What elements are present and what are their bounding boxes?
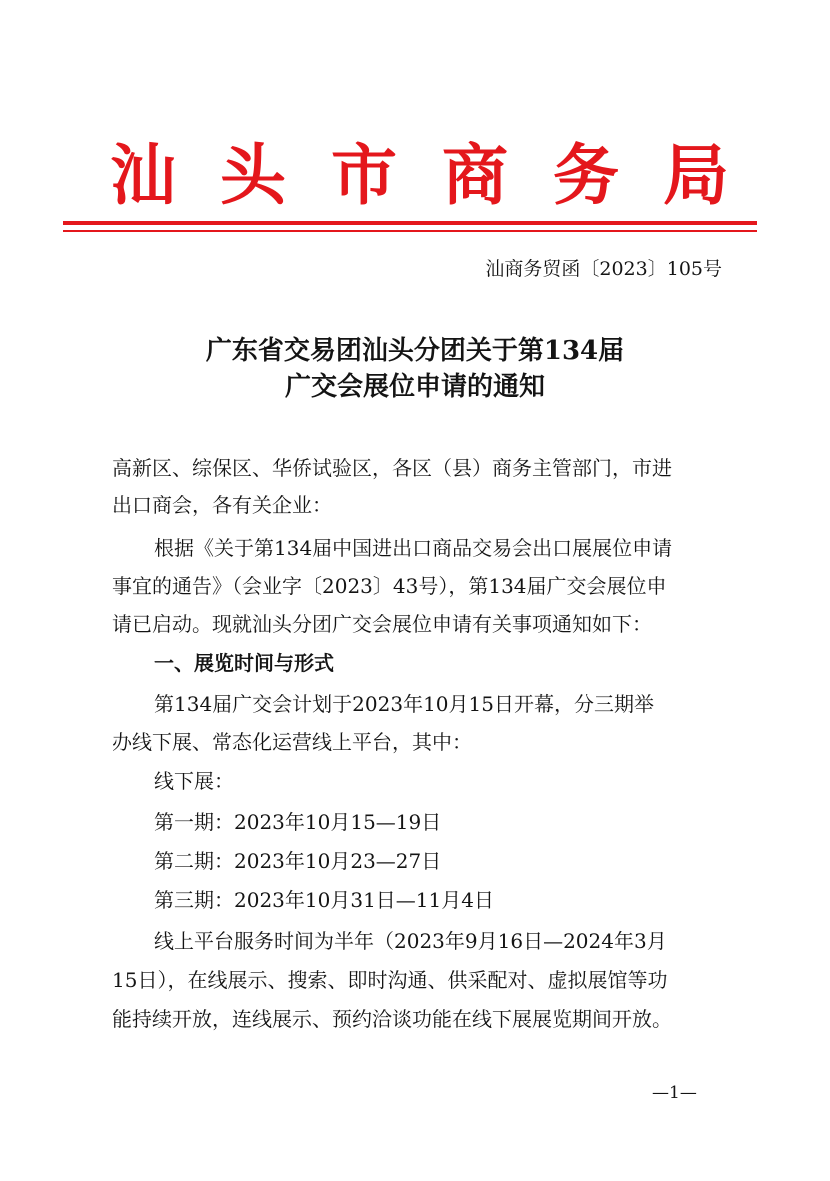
section-heading: 一、展览时间与形式: [154, 651, 334, 675]
offline-label: 线下展：: [154, 769, 234, 793]
body-paragraph-line: 根据《关于第134届中国进出口商品交易会出口展展位申请: [154, 536, 673, 560]
addressee-line: 出口商会，各有关企业：: [112, 493, 332, 517]
red-divider-thin: [63, 230, 757, 232]
masthead-char: 头: [220, 136, 286, 214]
phase-item: 第三期：2023年10月31日—11月4日: [154, 888, 494, 912]
phase-item: 第一期：2023年10月15—19日: [154, 810, 442, 834]
phase-item: 第二期：2023年10月23—27日: [154, 849, 442, 873]
body-paragraph-line: 事宜的通告》（会业字〔2023〕43号），第134届广交会展位申: [112, 574, 667, 598]
body-paragraph-line: 第134届广交会计划于2023年10月15日开幕，分三期举: [154, 692, 654, 716]
masthead-char: 局: [663, 136, 729, 214]
document-title-line-2: 广交会展位申请的通知: [284, 372, 545, 402]
masthead-char: 市: [331, 136, 397, 214]
issuer-masthead: [0, 135, 830, 215]
addressee-line: 高新区、综保区、华侨试验区，各区（县）商务主管部门，市进: [112, 456, 672, 480]
body-paragraph-line: 请已启动。现就汕头分团广交会展位申请有关事项通知如下：: [112, 612, 652, 636]
red-divider-thick: [63, 221, 757, 225]
body-paragraph-line: 线上平台服务时间为半年（2023年9月16日—2024年3月: [154, 929, 667, 953]
document-title-line-1: 广东省交易团汕头分团关于第134届: [205, 336, 625, 366]
body-paragraph-line: 办线下展、常态化运营线上平台，其中：: [112, 730, 472, 754]
body-paragraph-line: 能持续开放，连线展示、预约洽谈功能在线下展展览期间开放。: [112, 1007, 672, 1031]
masthead-char: 商: [442, 136, 508, 214]
body-paragraph-line: 15日），在线展示、搜索、即时沟通、供采配对、虚拟展馆等功: [112, 968, 668, 992]
masthead-char: 汕: [110, 136, 176, 214]
document-number: 汕商务贸函〔2023〕105号: [485, 258, 722, 280]
masthead-char: 务: [553, 136, 619, 214]
page-number: —1—: [652, 1083, 697, 1103]
